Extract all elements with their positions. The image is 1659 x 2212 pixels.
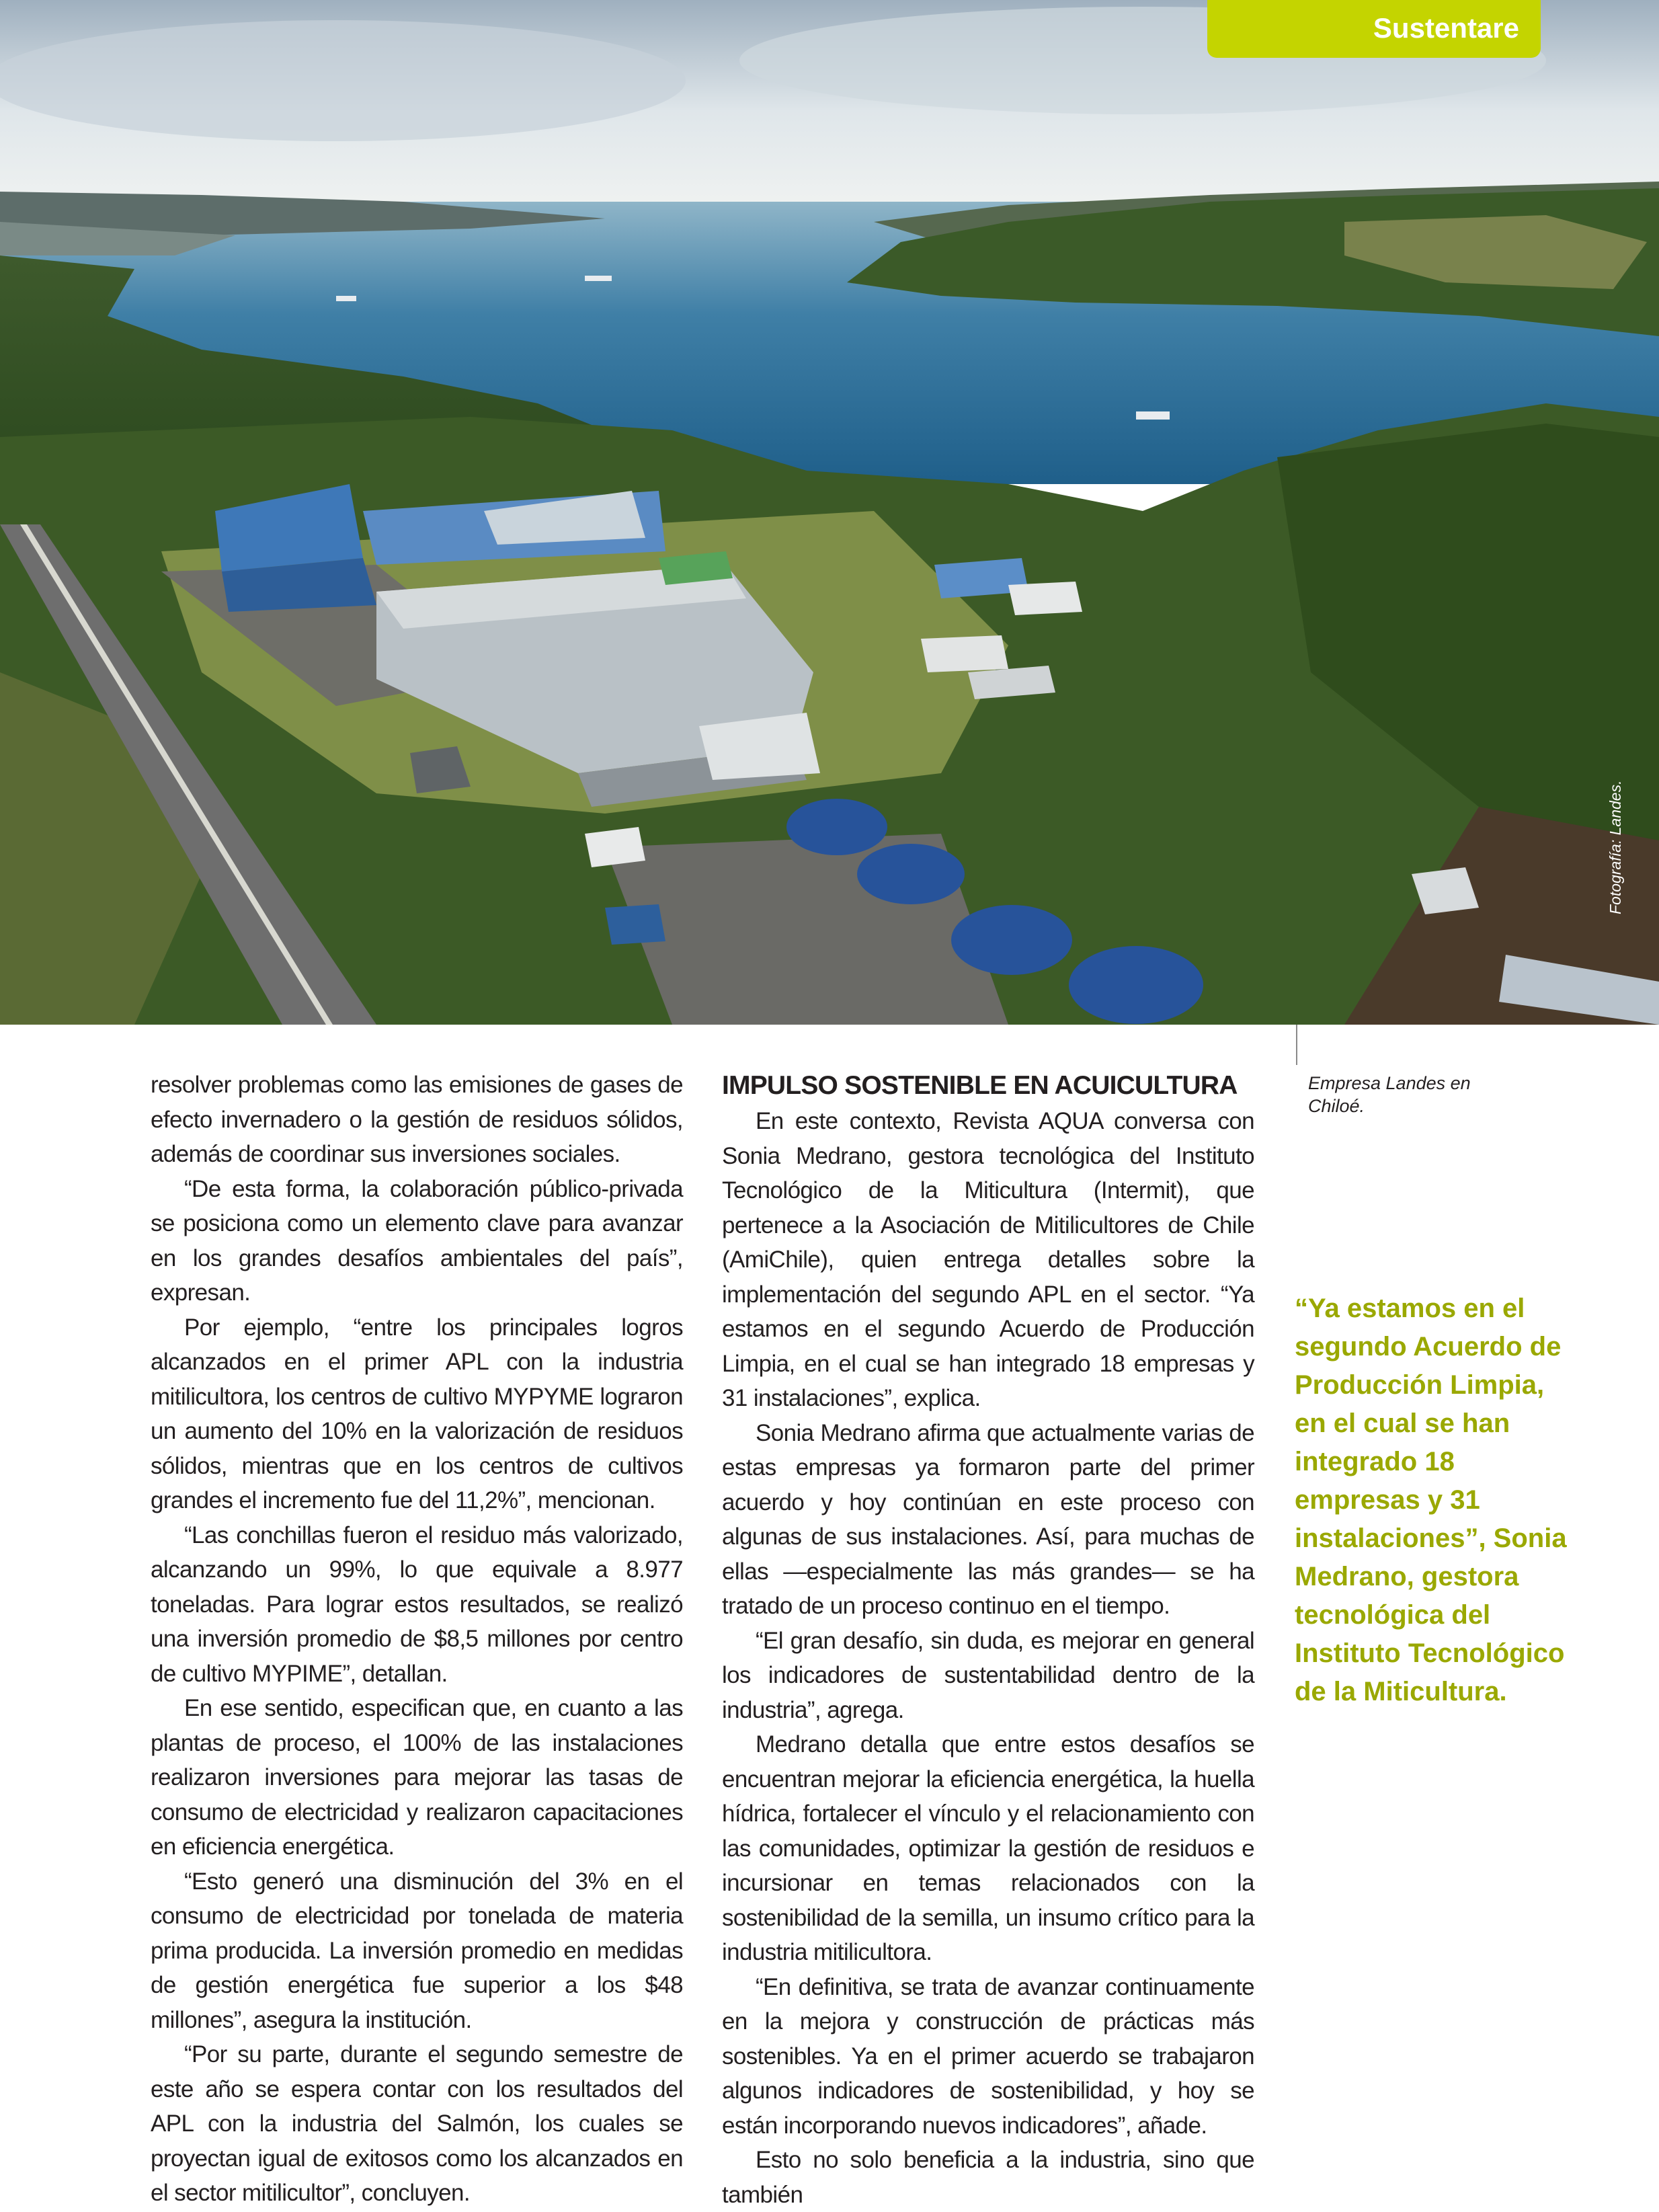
- paragraph: “El gran desafío, sin duda, es mejorar en general los indicadores de sustentabilidad dentro de la industria”, agrega.: [722, 1627, 1254, 1723]
- aerial-photo: [0, 0, 1659, 1025]
- section-tab: Sustentare: [1207, 0, 1541, 58]
- paragraph: resolver problemas como las emisiones de gases de efecto invernadero o la gestión de residuos sólidos, además de coordinar sus inversiones sociales.: [151, 1072, 683, 1167]
- section-heading: IMPULSO SOSTENIBLE EN ACUICULTURA: [722, 1071, 1238, 1100]
- paragraph: Sonia Medrano afirma que actualmente varias de estas empresas ya formaron parte del primer acuerdo y hoy continúan en este proceso con algunas de sus instalaciones. Así, para muchas de ellas —especialmente las más grandes— se ha tratado de un proceso continuo en el tiempo.: [722, 1419, 1254, 1619]
- pull-quote: “Ya estamos en el segundo Acuerdo de Producción Limpia, en el cual se han integrado 18 empresas y 31 instalaciones”, Sonia Medrano, gestora tecnológica del Instituto Tecnológico de la Miticultura.: [1295, 1294, 1567, 1706]
- paragraph: “De esta forma, la colaboración público-privada se posiciona como un elemento clave para avanzar en los grandes desafíos ambientales del país”, expresan.: [151, 1175, 683, 1306]
- paragraph: En este contexto, Revista AQUA conversa con Sonia Medrano, gestora tecnológica del Instituto Tecnológico de la Miticultura (Intermit), que pertenece a la Asociación de Mitilicultores de Chile (AmiChile), quien entrega detalles sobre la implementación del segundo APL en el sector. “Ya estamos en el segundo Acuerdo de Producción Limpia, en el cual se han integrado 18 empresas y 31 instalaciones”, explica.: [722, 1108, 1254, 1411]
- paragraph: Por ejemplo, “entre los principales logros alcanzados en el primer APL con la industria mitilicultora, los centros de cultivo MYPYME lograron un aumento del 10% en la valorización de residuos sólidos, mientras que en los centros de cultivos grandes el incremento fue del 11,2%”, mencionan.: [151, 1314, 683, 1513]
- paragraph: “Las conchillas fueron el residuo más valorizado, alcanzando un 99%, lo que equivale a 8.977 toneladas. Para lograr estos resultados, se realizó una inversión promedio de $8,5 millones por centro de cultivo MYPIME”, detallan.: [151, 1522, 683, 1687]
- paragraph: En ese sentido, especifican que, en cuanto a las plantas de proceso, el 100% de las instalaciones realizaron inversiones para mejorar las tasas de consumo de electricidad y realizaron capacitaciones en eficiencia energética.: [151, 1695, 683, 1860]
- photo-credit: Fotografía: Landes.: [1607, 780, 1624, 914]
- aerial-photo-illustration: [0, 0, 1659, 1025]
- paragraph: “En definitiva, se trata de avanzar continuamente en la mejora y construcción de prácticas más sostenibles. Ya en el primer acuerdo se trabajaron algunos indicadores de sostenibilidad, y hoy se están incorporando nuevos indicadores”, añade.: [722, 1973, 1254, 2139]
- paragraph: “Esto generó una disminución del 3% en el consumo de electricidad por tonelada de materia prima producida. La inversión promedio en medidas de gestión energética fue superior a los $48 millones”, asegura la institución.: [151, 1868, 683, 2033]
- paragraph: “Por su parte, durante el segundo semestre de este año se espera contar con los resultados del APL con la industria del Salmón, los cuales se proyectan igual de exitosos como los alcanzados en el sector mitilicultor”, concluyen.: [151, 2041, 683, 2206]
- paragraph: Esto no solo beneficia a la industria, sino que también: [722, 2147, 1254, 2208]
- paragraph: Medrano detalla que entre estos desafíos se encuentran mejorar la eficiencia energética, la huella hídrica, fortalecer el vínculo y el relacionamiento con las comunidades, optimizar la gestión de residuos e incursionar en temas relacionados con la sostenibilidad de la semilla, un insumo crítico para la industria mitilicultora.: [722, 1731, 1254, 1965]
- caption-divider: [1296, 1025, 1297, 1065]
- photo-caption: Empresa Landes en Chiloé.: [1308, 1073, 1471, 1116]
- article-column-1: [151, 1068, 683, 2211]
- article-column-2: [722, 1068, 1254, 2212]
